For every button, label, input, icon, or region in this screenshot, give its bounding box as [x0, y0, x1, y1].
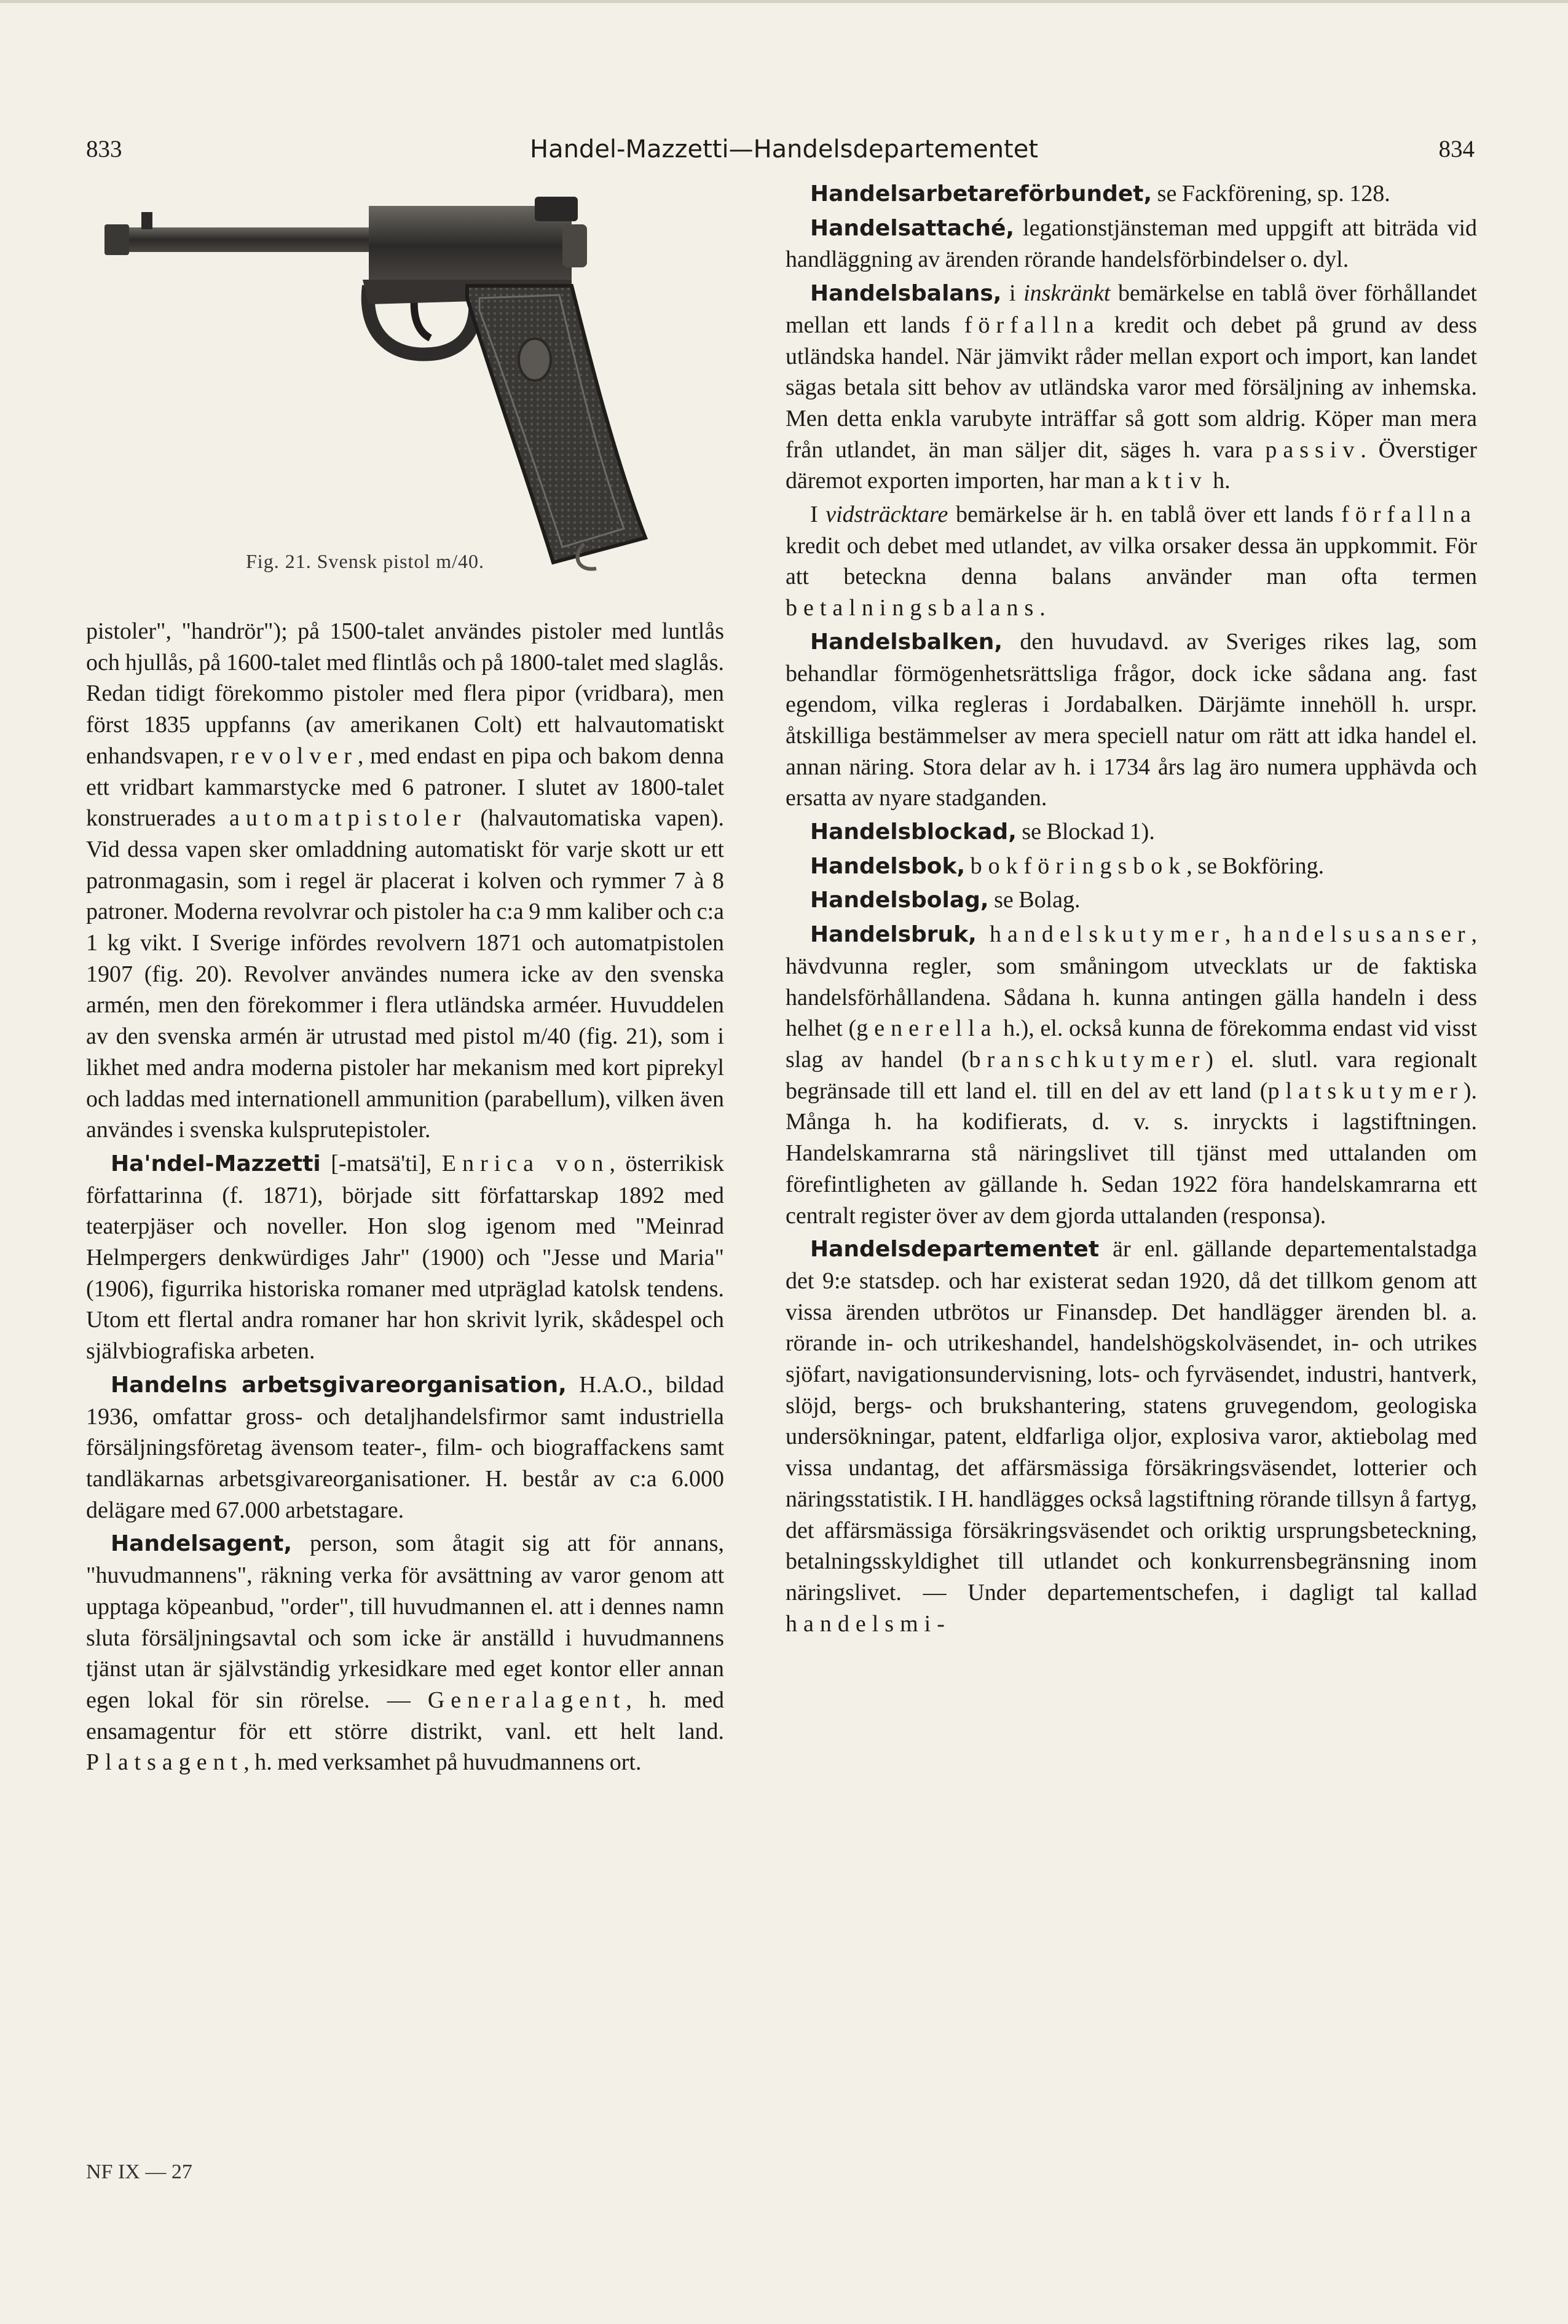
spaced-term: Generalagent	[427, 1687, 626, 1713]
spaced-term: handelskutymer	[990, 921, 1225, 948]
entry-headword: Handelsbolag,	[810, 888, 989, 913]
entry-headword: Handelsattaché,	[810, 215, 1015, 241]
entry-headword: Handelsbalans,	[810, 281, 1002, 307]
entry-handelsbalans-continued: I vidsträcktare bemärkelse är h. en tablå över ett lands förfallna kredit och debet med utlandet, av vilka orsaker dessa än uppkommit. För att beteckna denna balans använder man ofta termen betalningsbalans.	[786, 502, 1477, 621]
spaced-term: handelsusanser	[1243, 921, 1471, 948]
entry-headword: Handelsdepartementet	[810, 1237, 1100, 1262]
page-number-left: 833	[86, 136, 122, 162]
running-title: Handel-Mazzetti—Handelsdepartementet	[529, 135, 1039, 163]
entry-handelsarbetareforbundet: Handelsarbetareförbundet, se Fackförening, sp. 128.	[810, 181, 1390, 207]
entry-handelsattache: Handelsattaché, legationstjänsteman med uppgift att biträda vid handläggning av ärenden rörande handelsförbindelser o. dyl.	[786, 215, 1477, 273]
entry-handelsbalken: Handelsbalken, den huvudavd. av Sveriges rikes lag, som behandlar förmögenhetsrättsliga frågor, dock icke sådana ang. fast egendom, vilka regleras i Jordabalken. Därjämte innehöll h. urspr. åtskilliga bestämmelser av mera speciell natur om rätt att idka handel el. annan näring. Stora delar av h. i 1734 års lag äro numera upphävda och ersatta av nyare stadganden.	[786, 628, 1477, 811]
signature-mark: NF IX — 27	[86, 2161, 192, 2183]
entry-headword: Handelsbok,	[810, 853, 966, 879]
spaced-term: platskutymer	[1267, 1077, 1464, 1104]
spaced-term: aktiv	[1130, 468, 1208, 494]
spaced-term: förfallna	[1341, 502, 1477, 528]
spaced-term: Platsagent	[86, 1749, 244, 1776]
spaced-term: passiv	[1265, 436, 1361, 463]
page-number-right: 834	[1438, 136, 1475, 162]
text-paragraph: pistoler", "handrör"); på 1500-talet användes pistoler med luntlås och hjullås, på 1600-talet med flintlås och på 1800-talet med slaglås. Redan tidigt förekommo pistoler med flera pipor (vridbara), men först 1835 uppfanns (av amerikanen Colt) ett halvautomatiskt enhandsvapen, revolver, med endast en pipa och bakom denna ett vridbart kammarstycke med 6 patroner. I slutet av 1800-talet konstruerades automatpistoler (halvautomatiska vapen). Vid dessa vapen sker omladdning automatiskt för varje skott ur ett patronmagasin, som i regel är placerat i kolven och rymmer 7 à 8 patroner. Moderna revolvrar och pistoler ha c:a 9 mm kaliber och c:a 1 kg vikt. I Sverige infördes revolvern 1871 och automatpistolen 1907 (fig. 20). Revolver användes numera icke av den svenska armén, men den förekommer i flera utländska arméer. Huvuddelen av den svenska armén är utrustad med pistol m/40 (fig. 21), som i likhet med andra moderna pistoler har mekanism med kort piprekyl och laddas med internationell ammunition (parabellum), vilken även användes i svenska kulsprutepistoler.	[86, 618, 724, 1143]
entry-handelsdepartementet: Handelsdepartementet är enl. gällande departementalstadga det 9:e statsdep. och har existerat sedan 1920, då det tillkom genom att vissa ärenden utbrötos ur Finansdep. Det handlägger ärenden bl. a. rörande in- och utrikeshandel, handelshögskolväsendet, in- och utrikes sjöfart, navigationsundervisning, lots- och fyrväsendet, industri, hantverk, slöjd, bergs- och brukshantering, statens gruvegendom, geologiska undersökningar, patent, eldfarliga oljor, explosiva varor, aktiebolag med vissa undantag, det affärsmässiga försäkringsväsendet, lotterier och näringsstatistik. I H. handlägges också lagstiftning rörande tillsyn å fartyg, det affärsmässiga försäkringsväsendet och oriktig ursprungsbeteckning, betalningsskyldighet till utlandet och konkurrensbegränsning inom näringslivet. — Under departementschefen, i dagligt tal kallad handelsmi-	[786, 1236, 1477, 1637]
entry-headword: Handelsagent,	[111, 1531, 292, 1557]
figure-caption: Fig. 21. Svensk pistol m/40.	[246, 550, 485, 572]
entry-handelsblockad: Handelsblockad, se Blockad 1).	[810, 819, 1155, 845]
entry-headword: Handelsbalken,	[810, 629, 1003, 655]
spaced-term: revolver	[230, 742, 358, 769]
entry-handelns-arbetsgivareorganisation: Handelns arbetsgivareorganisation, H.A.O., bildad 1936, omfattar gross- och detaljhandelsfirmor samt industriella försäljningsföretag ävensom teater-, film- och biograffackens samt tandläkarnas arbetsgivareorganisationer. H. består av c:a 6.000 delägare med 67.000 arbetstagare.	[86, 1371, 724, 1523]
entry-handel-mazzetti: Ha'ndel-Mazzetti [-matsä'ti], Enrica von, österrikisk författarinna (f. 1871), började sitt författarskap 1892 med teaterpjäser och noveller. Hon slog igenom med "Meinrad Helmpergers denkwürdiges Jahr" (1900) och "Jesse und Maria" (1906), figurrika historiska romaner med utpräglad katolsk tendens. Utom ett flertal andra romaner har hon skrivit lyrik, skådespel och självbiografiska arbeten.	[86, 1150, 724, 1365]
entry-handelsagent: Handelsagent, person, som åtagit sig att för annans, "huvudmannens", räkning verka för avsättning av varor genom att upptaga köpeanbud, "order", till huvudmannen el. att i dennes namn sluta försäljningsavtal och som icke är anställd i huvudmannens tjänst utan är självständig yrkesidkare med eget kontor eller annan egen lokal för sin rörelse. — Generalagent, h. med ensamagentur för ett större distrikt, vanl. ett helt land. Platsagent, h. med verksamhet på huvudmannens ort.	[86, 1530, 724, 1776]
entry-headword: Ha'ndel-Mazzetti	[111, 1151, 321, 1176]
pistol-illustration	[104, 194, 719, 587]
spaced-term: Enrica von	[441, 1150, 610, 1176]
entry-headword: Handelsbruk,	[810, 922, 977, 948]
entry-headword: Handelns arbetsgivareorganisation,	[111, 1372, 567, 1398]
entry-headword: Handelsblockad,	[810, 819, 1017, 845]
spaced-term: branschkutymer	[969, 1046, 1206, 1073]
right-column	[786, 178, 1477, 1639]
top-border	[0, 0, 1568, 3]
spaced-term: automatpistoler	[229, 805, 467, 832]
spaced-term: generella	[856, 1015, 998, 1042]
spaced-term: förfallna	[964, 312, 1100, 338]
left-column	[86, 616, 724, 1778]
spaced-term: betalningsbalans	[786, 595, 1040, 621]
page-header	[0, 135, 1568, 172]
entry-headword: Handelsarbetareförbundet,	[810, 181, 1152, 207]
italic-term: vidsträcktare	[825, 502, 948, 528]
spaced-term: handelsmi-	[786, 1610, 951, 1637]
entry-handelsbruk: Handelsbruk, handelskutymer, handelsusanser, hävdvunna regler, som småningom utvecklats ur de faktiska handelsförhållandena. Sådana h. kunna antingen gälla handeln i dess helhet (generella h.), el. också kunna de förekomma endast vid visst slag av handel (branschkutymer) el. slutl. vara regionalt begränsade till ett land el. till en del av ett land (platskutymer). Många h. ha kodifierats, d. v. s. inryckts i lagstiftningen. Handelskamrarna stå näringslivet till tjänst med uttalanden om förefintligheten av gällande h. Sedan 1922 föra handelskamrarna ett centralt register över av dem gjorda uttalanden (responsa).	[786, 921, 1478, 1229]
pistol-figure	[104, 194, 719, 587]
entry-handelsbok: Handelsbok, bokföringsbok, se Bokföring.	[810, 853, 1325, 879]
entry-handelsbalans: Handelsbalans, i inskränkt bemärkelse en tablå över förhållandet mellan ett lands förfallna kredit och debet på grund av dess utländska handel. När jämvikt råder mellan export och import, kan landet sägas betala sitt behov av utländska varor med försäljning av inhemska. Men detta enkla varubyte inträffar så gott som aldrig. Köper man mera från utlandet, än man säljer dit, säges h. vara passiv. Överstiger däremot exporten importen, har man aktiv h.	[786, 280, 1477, 494]
italic-term: inskränkt	[1023, 280, 1111, 307]
entry-handelsbolag: Handelsbolag, se Bolag.	[810, 887, 1081, 913]
spaced-term: bokföringsbok	[970, 853, 1187, 879]
